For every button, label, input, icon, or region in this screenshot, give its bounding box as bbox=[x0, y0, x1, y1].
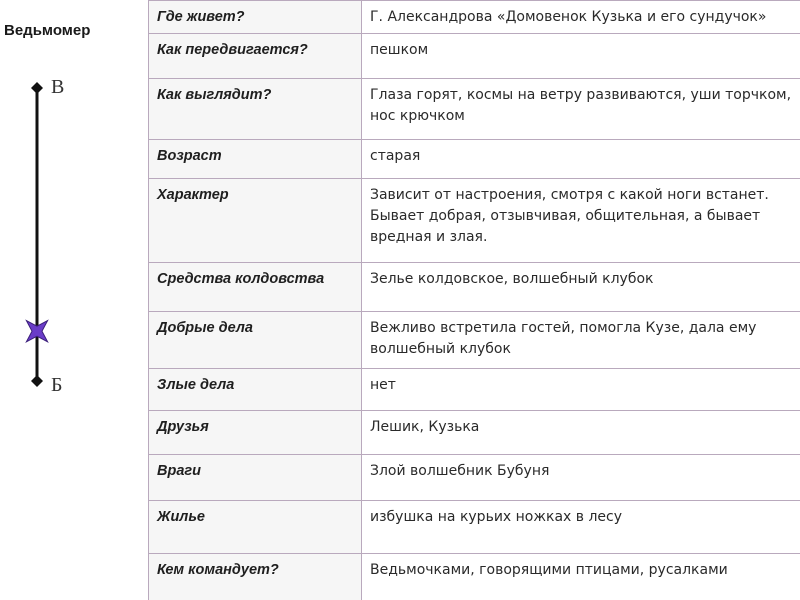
row-question: Друзья bbox=[149, 411, 362, 455]
row-answer: пешком bbox=[362, 34, 800, 79]
row-answer: нет bbox=[362, 369, 800, 411]
row-question: Характер bbox=[149, 179, 362, 263]
row-question: Возраст bbox=[149, 140, 362, 179]
row-answer: Зелье колдовское, волшебный клубок bbox=[362, 263, 800, 312]
row-question: Средства колдовства bbox=[149, 263, 362, 312]
table-row bbox=[149, 312, 800, 369]
row-answer: Г. Александрова «Домовенок Кузька и его сундучок» bbox=[362, 1, 800, 34]
witch-meter bbox=[0, 0, 140, 600]
table-row bbox=[149, 1, 800, 34]
table-row bbox=[149, 501, 800, 554]
row-question: Добрые дела bbox=[149, 312, 362, 369]
row-answer: Вежливо встретила гостей, помогла Кузе, дала ему волшебный клубок bbox=[362, 312, 800, 369]
table-row bbox=[149, 455, 800, 501]
witch-info-table-container bbox=[148, 0, 800, 600]
row-question: Враги bbox=[149, 455, 362, 501]
table-row bbox=[149, 140, 800, 179]
row-answer: Ведьмочками, говорящими птицами, русалками bbox=[362, 554, 800, 600]
row-answer: Глаза горят, космы на ветру развиваются, уши торчком, нос крючком bbox=[362, 79, 800, 140]
table-row bbox=[149, 263, 800, 312]
row-answer: Лешик, Кузька bbox=[362, 411, 800, 455]
table-row bbox=[149, 369, 800, 411]
meter-bottom-label: Б bbox=[51, 374, 63, 396]
row-answer: старая bbox=[362, 140, 800, 179]
row-answer: Зависит от настроения, смотря с какой ноги встанет. Бывает добрая, отзывчивая, общительная, а бывает вредная и злая. bbox=[362, 179, 800, 263]
meter-top-diamond-marker bbox=[31, 82, 43, 94]
table-row bbox=[149, 554, 800, 600]
row-question: Как передвигается? bbox=[149, 34, 362, 79]
table-row bbox=[149, 79, 800, 140]
table-row bbox=[149, 179, 800, 263]
row-answer: Злой волшебник Бубуня bbox=[362, 455, 800, 501]
row-question: Жилье bbox=[149, 501, 362, 554]
row-question: Злые дела bbox=[149, 369, 362, 411]
meter-title: Ведьмомер bbox=[4, 22, 91, 39]
row-answer: избушка на курьих ножках в лесу bbox=[362, 501, 800, 554]
witch-info-table bbox=[148, 0, 800, 600]
row-question: Как выглядит? bbox=[149, 79, 362, 140]
row-question: Кем командует? bbox=[149, 554, 362, 600]
table-row bbox=[149, 34, 800, 79]
row-question: Где живет? bbox=[149, 1, 362, 34]
meter-bottom-diamond-marker bbox=[31, 375, 43, 387]
table-row bbox=[149, 411, 800, 455]
meter-top-label: В bbox=[51, 76, 65, 98]
